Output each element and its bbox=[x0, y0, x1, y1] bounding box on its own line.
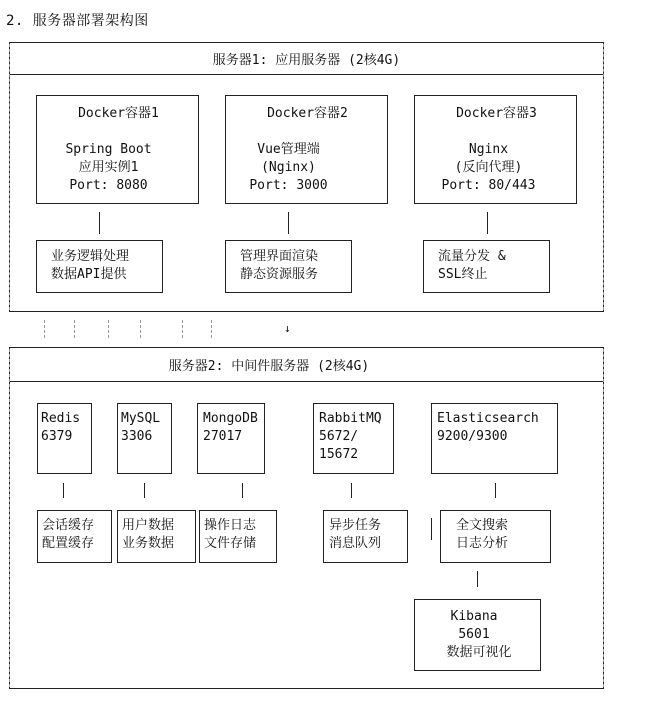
service-port: 3306 bbox=[121, 429, 153, 444]
container-name: Docker容器1 bbox=[78, 106, 159, 121]
server2-dash-right bbox=[603, 349, 604, 687]
container-name: Docker容器2 bbox=[267, 106, 348, 121]
container-port: Port: 8080 bbox=[69, 178, 148, 193]
server2-title-divider bbox=[9, 381, 604, 382]
service-port: 5672/ bbox=[319, 429, 359, 444]
mysql-description bbox=[117, 510, 196, 563]
link-dash bbox=[74, 320, 75, 338]
server2-dash-left bbox=[9, 349, 10, 687]
mysql-service bbox=[117, 403, 172, 474]
connector-line bbox=[477, 571, 478, 587]
service-name: Kibana bbox=[450, 609, 498, 624]
description-line: SSL终止 bbox=[438, 267, 488, 282]
description-line: 流量分发 & bbox=[438, 249, 506, 264]
server1-title: 服务器1: 应用服务器 (2核4G) bbox=[212, 53, 401, 68]
mongodb-service bbox=[197, 403, 265, 474]
connector-line bbox=[144, 483, 145, 498]
description-line: 异步任务 bbox=[329, 518, 382, 533]
container-2-description bbox=[225, 240, 352, 293]
connector-line bbox=[242, 483, 243, 498]
redis-description bbox=[37, 510, 112, 563]
server1-dash-left bbox=[9, 44, 10, 310]
description-line: 业务数据 bbox=[122, 536, 175, 551]
rabbitmq-description bbox=[323, 510, 408, 563]
server1-dash-right bbox=[603, 44, 604, 310]
container-1-description bbox=[36, 240, 163, 293]
docker-container-2 bbox=[225, 95, 388, 204]
container-app: Nginx bbox=[468, 142, 509, 157]
connector-line bbox=[431, 518, 432, 540]
link-dash bbox=[182, 320, 183, 338]
description-line: 用户数据 bbox=[122, 518, 175, 533]
container-app: Vue管理端 bbox=[257, 142, 320, 157]
link-dash bbox=[44, 320, 45, 338]
docker-container-1 bbox=[36, 95, 199, 204]
server1-title-divider bbox=[9, 74, 604, 75]
description-line: 会话缓存 bbox=[42, 518, 95, 533]
connector-line bbox=[351, 483, 352, 498]
link-dash bbox=[211, 320, 212, 338]
service-port-secondary: 15672 bbox=[319, 447, 359, 462]
description-line: 数据可视化 bbox=[446, 645, 512, 660]
description-line: 操作日志 bbox=[204, 518, 257, 533]
service-name: RabbitMQ bbox=[319, 411, 382, 426]
container-3-description bbox=[423, 240, 550, 293]
connector-line bbox=[495, 483, 496, 498]
elasticsearch-service bbox=[431, 403, 558, 474]
redis-service bbox=[37, 403, 92, 474]
diagram-heading: 2. 服务器部署架构图 bbox=[6, 13, 149, 29]
mongodb-description bbox=[199, 510, 277, 563]
server2-title: 服务器2: 中间件服务器 (2核4G) bbox=[168, 359, 370, 374]
service-name: Elasticsearch bbox=[437, 411, 539, 426]
description-line: 文件存储 bbox=[204, 536, 257, 551]
kibana-service bbox=[414, 599, 541, 671]
service-port: 27017 bbox=[203, 429, 243, 444]
container-app-sub: (反向代理) bbox=[454, 160, 523, 175]
connector-line bbox=[99, 212, 100, 234]
service-port: 5601 bbox=[458, 627, 490, 642]
docker-container-3 bbox=[414, 95, 577, 204]
container-name: Docker容器3 bbox=[456, 106, 537, 121]
service-name: Redis bbox=[41, 411, 81, 426]
elasticsearch-description bbox=[440, 510, 551, 563]
down-arrow-icon: ↓ bbox=[284, 322, 291, 335]
description-line: 数据API提供 bbox=[51, 267, 127, 282]
service-port: 9200/9300 bbox=[437, 429, 508, 444]
container-port: Port: 80/443 bbox=[441, 178, 536, 193]
connector-line bbox=[63, 483, 64, 498]
description-line: 业务逻辑处理 bbox=[51, 249, 130, 264]
container-app-sub: 应用实例1 bbox=[78, 160, 139, 175]
description-line: 全文搜索 bbox=[456, 518, 509, 533]
description-line: 管理界面渲染 bbox=[240, 249, 319, 264]
link-dash bbox=[108, 320, 109, 338]
description-line: 消息队列 bbox=[329, 536, 382, 551]
connector-line bbox=[288, 212, 289, 234]
service-name: MySQL bbox=[121, 411, 161, 426]
connector-line bbox=[487, 212, 488, 234]
service-name: MongoDB bbox=[203, 411, 258, 426]
service-port: 6379 bbox=[41, 429, 73, 444]
description-line: 配置缓存 bbox=[42, 536, 95, 551]
container-app: Spring Boot bbox=[65, 142, 152, 157]
container-port: Port: 3000 bbox=[249, 178, 328, 193]
rabbitmq-service bbox=[313, 403, 394, 474]
link-dash bbox=[140, 320, 141, 338]
container-app-sub: (Nginx) bbox=[261, 160, 316, 175]
description-line: 日志分析 bbox=[456, 536, 509, 551]
description-line: 静态资源服务 bbox=[240, 267, 319, 282]
